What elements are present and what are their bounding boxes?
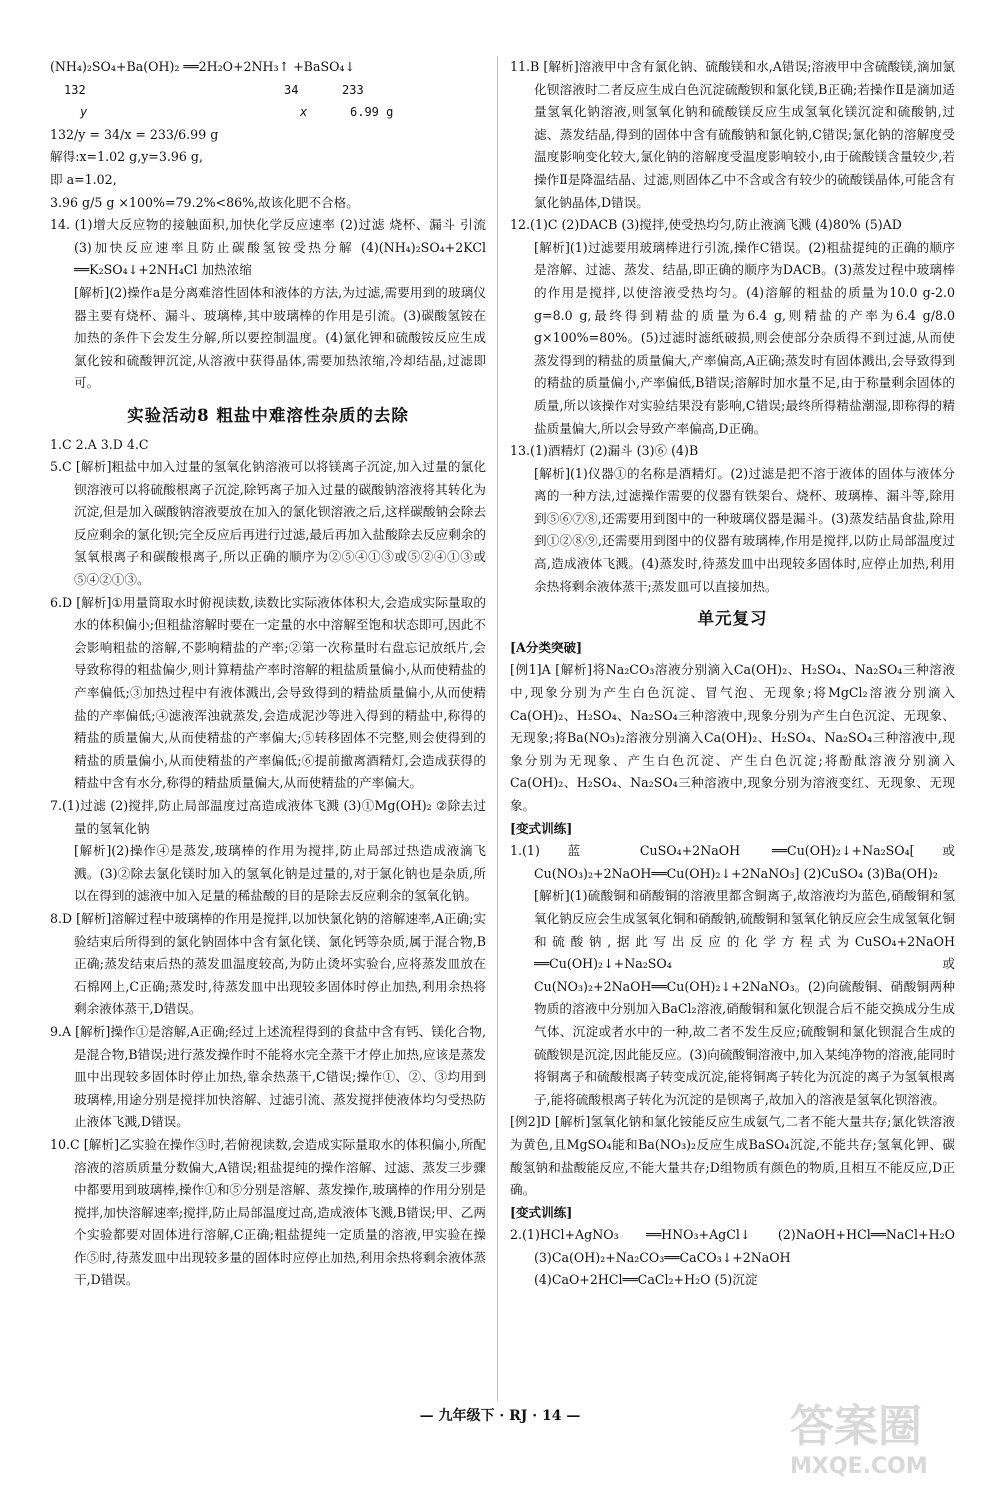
conclusion-line: 3.96 g/5 g ×100%=79.2%<86%,故该化肥不合格。 (50, 194, 359, 210)
category-heading: [A分类突破] (510, 639, 583, 655)
left-column (50, 56, 486, 1292)
solve-line: 解得:x=1.02 g,y=3.96 g, (50, 149, 203, 165)
question-7-analysis: [解析](2)操作④是蒸发,玻璃棒的作用为搅拌,防止局部过热造成液滴飞溅。(3)②除去氯化镁时加入的氢氧化钠是过量的,对于氯化钠也是杂质,所以在得到的滤液中加入足量的稀盐酸的目的是除去反应剩余的氢氧化钠。 (74, 843, 486, 904)
question-8: 8.D [解析]溶解过程中玻璃棒的作用是搅拌,以加快氯化钠的溶解速率,A正确;实验结束后所得到的氯化钠固体中含有氯化镁、氯化钙等杂质,属于混合物,B正确;蒸发结束后热的蒸发皿温度较高,为防止烫坏实验台,应将蒸发皿放在石棉网上,C正确;蒸发时,待蒸发皿中出现较多固体时停止加热,利用余热将剩余液体蒸干,D错误。 (50, 910, 486, 1017)
section-title-activity-8: 实验活动8 粗盐中难溶性杂质的去除 (127, 405, 409, 425)
var-x: x (300, 105, 308, 120)
equation-vars (50, 101, 486, 124)
example-1: [例1]A [解析]将Na₂CO₃溶液分别滴入Ca(OH)₂、H₂SO₄、Na₂SO₄三种溶液中,现象分别为产生白色沉淀、冒气泡、无现象;将MgCl₂溶液分别滴入Ca(OH)₂、H₂SO₄、Na₂SO₄三种溶液中,现象分别为产生白色沉淀、无现象、无现象;将Ba(NO₃)₂溶液分别滴入Ca(OH)₂、H₂SO₄、Na₂SO₄三种溶液中,现象分别为无现象、产生白色沉淀、产生白色沉淀;将酚酞溶液分别滴入Ca(OH)₂、H₂SO₄、Na₂SO₄三种溶液中,现象分别为溶液变红、无现象、无现象。 (510, 662, 955, 813)
training-1: 1.(1)蓝 CuSO₄+2NaOH ══Cu(OH)₂↓+Na₂SO₄[或Cu(NO₃)₂+2NaOH══Cu(OH)₂↓+2NaNO₃] (2)CuSO₄ (3)Ba(OH)₂ (510, 843, 955, 881)
ratio-line: 132/y = 34/x = 233/6.99 g (50, 126, 219, 142)
a-line: 即 a=1.02, (50, 171, 117, 187)
num-34: 34 (284, 82, 299, 97)
watermark-text: 答案圈 (790, 1401, 922, 1452)
section-title-unit-review: 单元复习 (697, 609, 768, 629)
question-12: 12.(1)C (2)DACB (3)搅拌,使受热均匀,防止液滴飞溅 (4)80% (5)AD (510, 217, 902, 233)
example-2: [例2]D [解析]氢氧化钠和氯化铵能反应生成氨气,二者不能大量共存;氯化铁溶液为黄色,且MgSO₄能和Ba(NO₃)₂反应生成BaSO₄沉淀,不能共存;氢氧化钾、碳酸氢钠和盐酸能反应,不能大量共存;D组物质有颜色的物质,且相互不能反应,D正确。 (510, 1114, 955, 1198)
right-column (510, 56, 955, 1292)
question-5: 5.C [解析]粗盐中加入过量的氢氧化钠溶液可以将镁离子沉淀,加入过量的氯化钡溶液可以将硫酸根离子沉淀,除钙离子加入过量的碳酸钠溶液将其转化为沉淀,但是加入碳酸钠溶液要放在加入的氯化钡溶液之后,这样碳酸钠会除去反应剩余的氯化钡;完全反应后再进行过滤,最后再加入盐酸除去反应剩余的氢氧根离子和碳酸根离子,所以正确的顺序为②⑤④①③或⑤②④①③或⑤④②①③。 (50, 459, 486, 588)
variant-training-heading-1: [变式训练] (510, 820, 573, 836)
question-13: 13.(1)酒精灯 (2)漏斗 (3)⑥ (4)B (510, 443, 699, 459)
num-233: 233 (342, 82, 364, 97)
var-mass: 6.99 g (350, 105, 394, 120)
question-10: 10.C [解析]乙实验在操作③时,若俯视读数,会造成实际量取水的体积偏小,所配溶液的溶质质量分数偏大,A错误;粗盐提纯的操作溶解、过滤、蒸发三步骤中都要用到玻璃棒,操作①和⑤分别是溶解、蒸发操作,玻璃棒的作用分别是搅拌,加快溶解速率;搅拌,防止局部温度过高,造成液体飞溅,B错误;甲、乙两个实验都要对固体进行溶解,C正确;粗盐提纯一定质量的溶液,甲实验在操作⑤时,待蒸发皿中出现较多量的固体时应停止加热,利用余热将剩余液体蒸干,D错误。 (50, 1136, 486, 1288)
question-12-analysis: [解析](1)过滤要用玻璃棒进行引流,操作C错误。(2)粗盐提纯的正确的顺序是溶解、过滤、蒸发、结晶,即正确的顺序为DACB。(3)蒸发过程中玻璃棒的作用是搅拌,以使溶液受热均匀。(4)溶解的粗盐的质量为10.0 g-2.0 g=8.0 g,最终得到精盐的质量为6.4 g,则精盐的产率为6.4 g/8.0 g×100%=80%。(5)过滤时滤纸破损,则会使部分杂质得不到过滤,从而使蒸发得到的精盐的质量偏大,产率偏高,A正确;蒸发时有固体溅出,会导致得到的精盐的质量偏小,产率偏低,B错误;溶解时加水量不足,由于称量剩余固体的质量,所以该操作对实验结果没有影响,C错误;最终所得精盐潮湿,即称得的精盐质量偏大,所以会导致产率偏高,D正确。 (534, 239, 955, 436)
equation-numbers (50, 79, 486, 102)
question-7: 7.(1)过滤 (2)搅拌,防止局部温度过高造成液体飞溅 (3)①Mg(OH)₂ ②除去过量的氢氧化钠 (50, 798, 486, 836)
answers-1-4: 1.C 2.A 3.D 4.C (50, 436, 149, 452)
question-11: 11.B [解析]溶液甲中含有氯化钠、硫酸镁和水,A错误;溶液甲中含硫酸镁,滴加氯化钡溶液时二者反应生成白色沉淀硫酸钡和氯化镁,B正确;若操作Ⅱ是滴加适量氢氧化钠溶液,则氢氧化钠和硫酸镁反应生成氢氧化镁沉淀和硫酸钠,过滤、蒸发结晶,得到的固体中含有硫酸钠和氯化钠,C错误;氯化钠的溶解度受温度影响变化较大,氯化钠的溶解度受温度影响较小,由于硫酸镁含量较少,若操作Ⅱ是降温结晶、过滤,则固体乙中不含或含有较少的硫酸镁晶体,可能含有氯化钠晶体,D错误。 (510, 59, 955, 210)
watermark-logo (790, 1400, 960, 1490)
training-1-analysis: [解析](1)硫酸铜和硝酸铜的溶液里都含铜离子,故溶液均为蓝色,硝酸铜和氢氧化钠反应会生成氢氧化铜和硝酸钠,硫酸铜和氢氧化钠反应会生成氢氧化铜和硫酸钠,据此写出反应的化学方程式为CuSO₄+2NaOH ══Cu(OH)₂↓+Na₂SO₄或Cu(NO₃)₂+2NaOH══Cu(OH)₂↓+2NaNO₃。(2)向硫酸铜、硝酸铜两种物质的溶液中分别加入BaCl₂溶液,硝酸铜和氯化钡混合后不能交换成分生成气体、沉淀或者水中的一种,故二者不发生反应;硫酸铜和氯化钡混合生成的硫酸钡是沉淀,因此能反应。(3)向硫酸铜溶液中,加入某纯净物的溶液,能同时将铜离子和硫酸根离子转变成沉淀,能将铜离子转化为沉淀的离子为氢氧根离子,能将硫酸根离子转化为沉淀的是钡离子,故加入的溶液是氢氧化钡溶液。 (534, 888, 955, 1107)
page-footer: — 九年级下 · RJ · 14 — (419, 1408, 581, 1424)
question-6: 6.D [解析]①用量筒取水时俯视读数,读数比实际液体体积大,会造成实际量取的水的体积偏小;但粗盐溶解时要在一定量的水中溶解至饱和状态即可,因此不会影响粗盐的溶解,不影响精盐的产率;②第一次称量时右盘忘记放纸片,会导致称得的粗盐偏少,则计算精盐产率时溶解的粗盐质量偏小,从而使精盐的产率偏低;③加热过程中有液体溅出,会导致得到的精盐质量偏小,从而使精盐的产率偏低;④滤液浑浊就蒸发,会造成泥沙等进入得到的精盐中,称得的精盐的质量偏大,从而使精盐的产率偏大;⑤转移固体不完整,则会使得到的精盐的质量偏小,从而使精盐的产率偏低;⑥提前撤离酒精灯,会造成获得的精盐中含有水分,称得的精盐质量偏大,从而使精盐的产率偏大。 (50, 594, 486, 791)
variant-training-heading-2: [变式训练] (510, 1204, 573, 1220)
column-divider (497, 56, 498, 1401)
training-2: 2.(1)HCl+AgNO₃ ══HNO₃+AgCl↓ (2)NaOH+HCl══NaCl+H₂O (3)Ca(OH)₂+Na₂CO₃══CaCO₃↓+2NaOH (4)CaO+2HCl══CaCl₂+H₂O (5)沉淀 (510, 1227, 955, 1288)
question-13-analysis: [解析](1)仪器①的名称是酒精灯。(2)过滤是把不溶于液体的固体与液体分离的一种方法,过滤操作需要的仪器有铁架台、烧杯、玻璃棒、漏斗等,除用到⑤⑥⑦⑧,还需要用到图中的一种玻璃仪器是漏斗。(3)蒸发结晶食盐,除用到①②⑧⑨,还需要用到图中的仪器有玻璃棒,作用是搅拌,以防止局部温度过高,造成液体飞溅。(4)蒸发时,待蒸发皿中出现较多固体时,应停止加热,利用余热将剩余液体蒸干;蒸发皿可以直接加热。 (534, 465, 955, 594)
num-132: 132 (64, 82, 86, 97)
question-14-analysis: [解析](2)操作a是分离难溶性固体和液体的方法,为过滤,需要用到的玻璃仪器主要有烧杯、漏斗、玻璃棒,其中玻璃棒的作用是引流。(3)碳酸氢铵在加热的条件下会发生分解,所以要控制温度。(4)氯化钾和硫酸铵反应生成氯化铵和硫酸钾沉淀,从溶液中获得晶体,需要加热浓缩,冷却结晶,过滤即可。 (74, 284, 486, 391)
question-14: 14. (1)增大反应物的接触面积,加快化学反应速率 (2)过滤 烧杯、漏斗 引流 (3)加快反应速率且防止碳酸氢铵受热分解 (4)(NH₄)₂SO₄+2KCl ══K₂SO₄↓+2NH₄Cl 加热浓缩 (50, 217, 486, 278)
equation-head: (NH₄)₂SO₄+Ba(OH)₂ ══2H₂O+2NH₃↑ +BaSO₄↓ (50, 59, 355, 74)
watermark-url: MXQE.COM (790, 1454, 928, 1479)
question-9: 9.A [解析]操作①是溶解,A正确;经过上述流程得到的食盐中含有钙、镁化合物,是混合物,B错误;进行蒸发操作时不能将水完全蒸干才停止加热,应该是蒸发皿中出现较多固体时停止加热,靠余热蒸干,C错误;操作①、②、③均用到玻璃棒,用途分别是搅拌加快溶解、过滤引流、蒸发搅拌使液体均匀受热防止液体飞溅,D错误。 (50, 1023, 486, 1130)
var-y: y (80, 105, 88, 120)
